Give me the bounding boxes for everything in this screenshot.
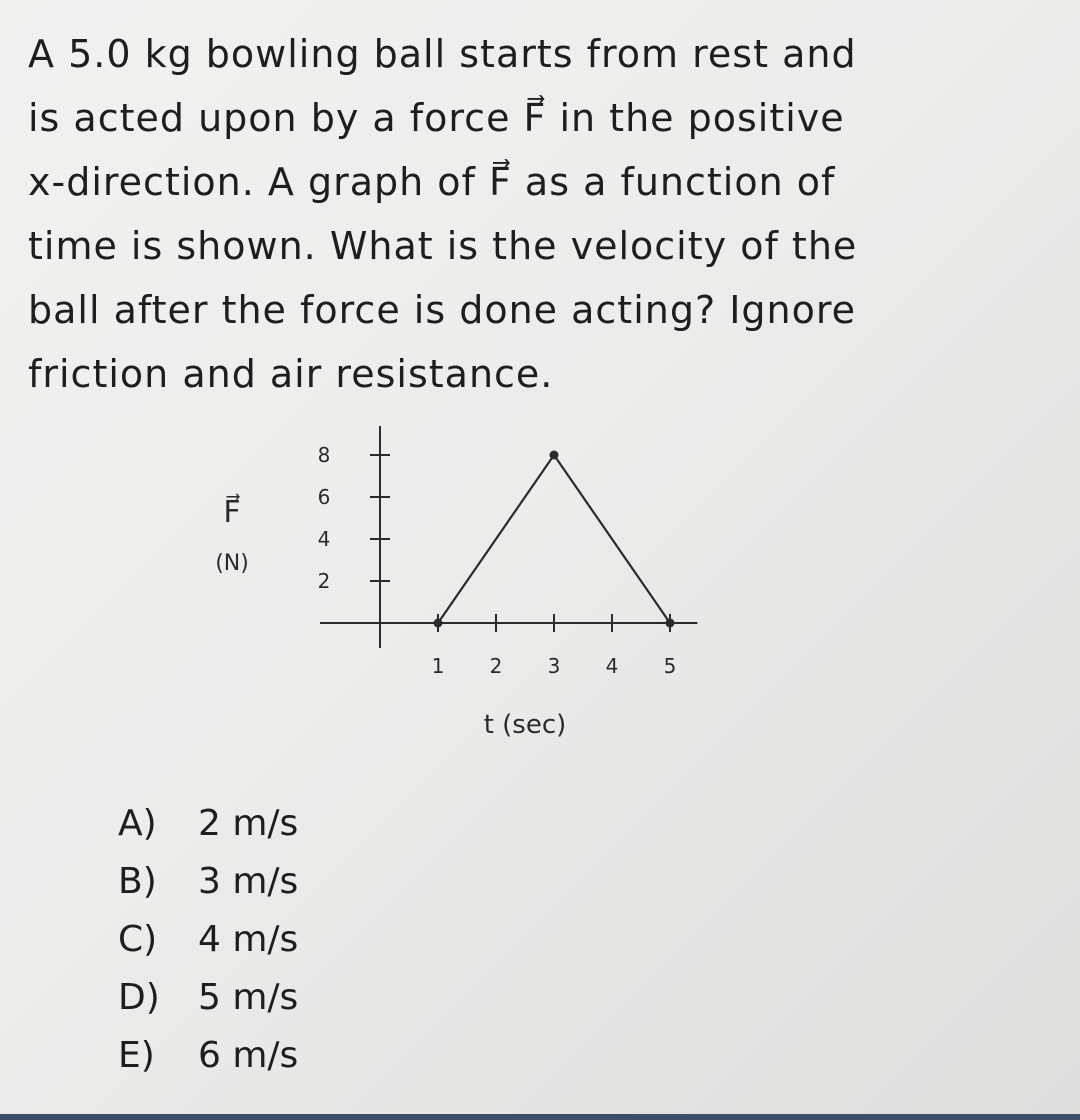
problem-line: is acted upon by a force F⃗ in the positive [28, 96, 845, 140]
screen-bottom-edge [0, 1114, 1080, 1120]
force-line [438, 455, 670, 623]
choice-text: 3 m/s [198, 861, 299, 902]
choice-letter: C) [118, 919, 158, 960]
answer-choices [118, 795, 298, 1085]
choice-b[interactable] [118, 853, 298, 911]
choice-text: 2 m/s [198, 803, 299, 844]
y-tick-label: 8 [317, 443, 331, 467]
choice-d[interactable] [118, 969, 298, 1027]
x-tick-label: 3 [547, 654, 561, 678]
data-point [666, 619, 675, 628]
data-point [550, 451, 559, 460]
problem-line: x-direction. A graph of F⃗ as a function of [28, 160, 836, 204]
y-axis-label: F⃗ [223, 495, 241, 530]
problem-line: friction and air resistance. [28, 352, 554, 396]
choice-letter: E) [118, 1035, 155, 1076]
graph-axes [317, 426, 697, 648]
choice-letter: D) [118, 977, 160, 1018]
choice-text: 4 m/s [198, 919, 299, 960]
x-tick-label: 5 [663, 654, 677, 678]
problem-text [28, 22, 1058, 406]
y-tick-label: 2 [317, 569, 331, 593]
problem-line: A 5.0 kg bowling ball starts from rest and [28, 32, 857, 76]
x-axis-label: t (sec) [483, 710, 567, 740]
force-series [434, 451, 675, 628]
y-tick-label: 6 [317, 485, 331, 509]
y-axis-unit: (N) [215, 551, 249, 576]
choice-c[interactable] [118, 911, 298, 969]
choice-letter: A) [118, 803, 157, 844]
y-tick-label: 4 [317, 527, 331, 551]
choice-e[interactable] [118, 1027, 298, 1085]
problem-line: time is shown. What is the velocity of the [28, 224, 858, 268]
force-time-graph [180, 420, 700, 750]
x-tick-label: 4 [605, 654, 619, 678]
choice-a[interactable] [118, 795, 298, 853]
choice-letter: B) [118, 861, 157, 902]
choice-text: 5 m/s [198, 977, 299, 1018]
choice-text: 6 m/s [198, 1035, 299, 1076]
x-tick-label: 2 [489, 654, 503, 678]
problem-line: ball after the force is done acting? Ignore [28, 288, 857, 332]
data-point [434, 619, 443, 628]
x-tick-label: 1 [431, 654, 445, 678]
